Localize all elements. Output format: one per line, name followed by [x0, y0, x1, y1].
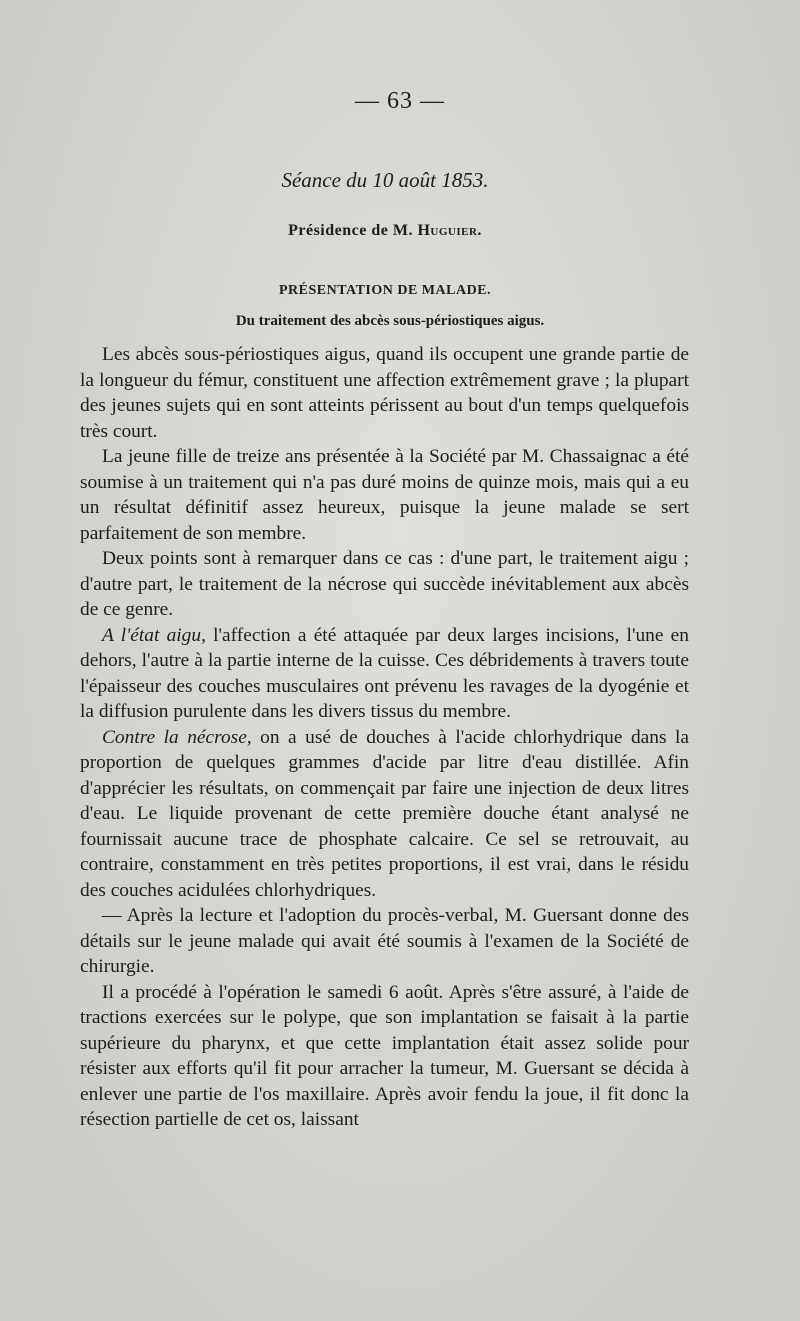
paragraph-7: Il a procédé à l'opération le samedi 6 août. Après s'être assuré, à l'aide de tractions exercées sur le polype, que son implantation se faisait à la partie supérieure du pharynx, et que cette implantation était assez solide pour résister aux efforts qu'il fit pour arracher la tumeur, M. Guersant se décida à enlever une partie de l'os maxillaire. Après avoir fendu la joue, il fit donc la résection partielle de cet os, laissant: [80, 981, 689, 1130]
paragraph-5-rest: on a usé de douches à l'acide chlorhydrique dans la proportion de quelques grammes d'acide par litre d'eau distillée. Afin d'apprécier les résultats, on commençait par faire une injection de deux litres d'eau. Le liquide provenant de cette première douche étant analysé ne fournissait aucune trace de phosphate calcaire. Ce sel se retrouvait, au contraire, constamment en très petites proportions, il est vrai, dans le résidu des couches acidulées chlorhydriques.: [80, 726, 689, 901]
session-date-heading: Séance du 10 août 1853.: [281, 168, 489, 192]
presidence-heading: [0, 222, 770, 240]
paragraph-1: Les abcès sous-périostiques aigus, quand ils occupent une grande partie de la longueur du fémur, constituent une affection extrêmement grave ; la plupart des jeunes sujets qui en sont atteints périssent au bout d'un temps quelquefois très court.: [80, 344, 689, 442]
page-number: — 63 —: [355, 88, 445, 114]
paragraph-4-rest: l'affection a été attaquée par deux larges incisions, l'une en dehors, l'autre à la partie interne de la cuisse. Ces débridements à travers toute l'épaisseur des couches musculaires ont prévenu les ravages de la dyogénie et la diffusion purulente dans les divers tissus du membre.: [80, 624, 689, 722]
paragraph-5-lead: Contre la nécrose,: [102, 726, 252, 748]
paragraph-2: La jeune fille de treize ans présentée à la Société par M. Chassaignac a été soumise à un traitement qui n'a pas duré moins de quinze mois, mais qui a eu un résultat définitif assez heureux, puisque la jeune malade se sert parfaitement de son membre.: [80, 446, 689, 544]
paragraph-4: [80, 623, 689, 725]
body-text: [80, 342, 689, 1133]
paragraph-6: — Après la lecture et l'adoption du procès-verbal, M. Guersant donne des détails sur le jeune malade qui avait été soumis à l'examen de la Société de chirurgie.: [80, 905, 689, 977]
paragraph-3: Deux points sont à remarquer dans ce cas : d'une part, le traitement aigu ; d'autre part, le traitement de la nécrose qui succède inévitablement aux abcès de ce genre.: [80, 548, 689, 620]
section-heading: PRÉSENTATION DE MALADE.: [278, 283, 492, 298]
subsection-heading: Du traitement des abcès sous-périostiques aigus.: [235, 313, 545, 329]
paragraph-5: [80, 725, 689, 904]
presidence-prefix: Présidence de M.: [288, 222, 413, 239]
paragraph-4-lead: A l'état aigu,: [102, 624, 206, 646]
president-name: Huguier.: [417, 222, 482, 239]
